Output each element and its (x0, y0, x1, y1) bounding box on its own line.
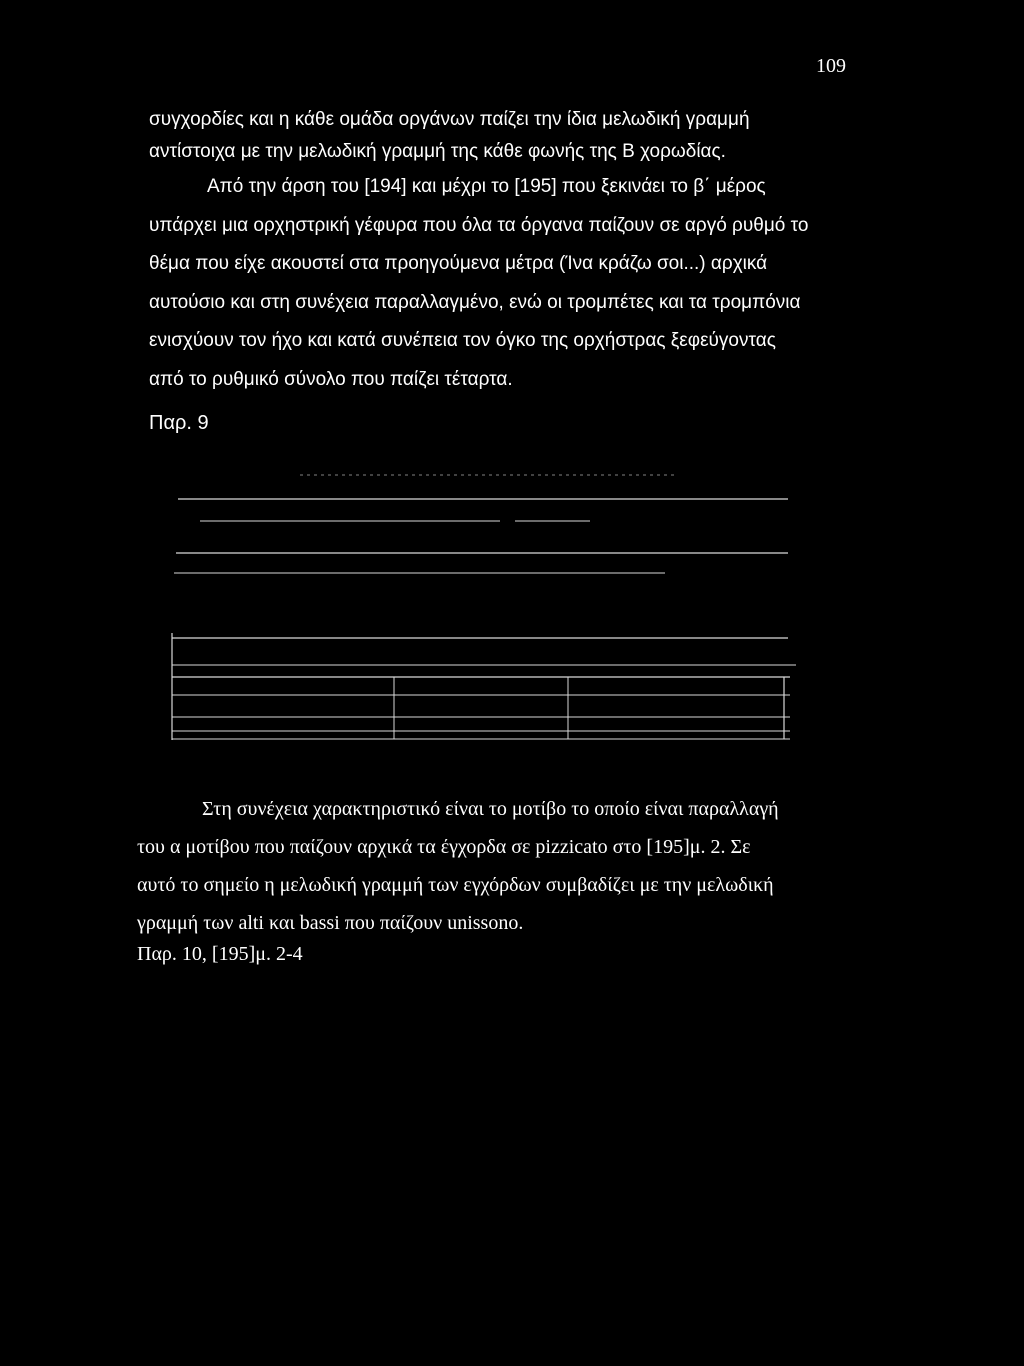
example-caption: Παρ. 9 (149, 412, 209, 434)
paragraph-line: Στη συνέχεια χαρακτηριστικό είναι το μοτίβο το οποίο είναι παραλλαγή (202, 798, 779, 820)
paragraph-line: ενισχύουν τον ήχο και κατά συνέπεια τον όγκο της ορχήστρας ξεφεύγοντας (149, 330, 776, 351)
paragraph-1 (149, 104, 808, 399)
paragraph-line: θέμα που είχε ακουστεί στα προηγούμενα μέτρα (Ίνα κράζω σοι...) αρχικά (149, 253, 768, 274)
paragraph-line: από το ρυθμικό σύνολο που παίζει τέταρτα. (149, 368, 513, 390)
paragraph-line: γραμμή των alti και bassi που παίζουν unissono. (137, 912, 524, 934)
paragraph-line: συγχορδίες και η κάθε ομάδα οργάνων παίζει την ίδια μελωδική γραμμή (149, 109, 750, 130)
example-caption: Παρ. 10, [195]μ. 2-4 (137, 943, 303, 965)
paragraph-line: αυτούσιο και στη συνέχεια παραλλαγμένο, ενώ οι τρομπέτες και τα τρομπόνια (149, 291, 801, 313)
paragraph-line: υπάρχει μια ορχηστρική γέφυρα που όλα τα όργανα παίζουν σε αργό ρυθμό το (149, 214, 809, 236)
paragraph-line: Από την άρση του [194] και μέχρι το [195] που ξεκινάει το β΄ μέρος (207, 176, 766, 197)
page-number: 109 (816, 55, 846, 77)
paragraph-line: αυτό το σημείο η μελωδική γραμμή των εγχόρδων συμβαδίζει με την μελωδική (137, 874, 774, 896)
score-excerpt (160, 455, 810, 755)
paragraph-line: αντίστοιχα με την μελωδική γραμμή της κάθε φωνής της Β χορωδίας. (149, 141, 726, 162)
paragraph-2 (137, 790, 779, 942)
paragraph-line: του α μοτίβου που παίζουν αρχικά τα έγχορδα σε pizzicato στο [195]μ. 2. Σε (137, 836, 751, 858)
